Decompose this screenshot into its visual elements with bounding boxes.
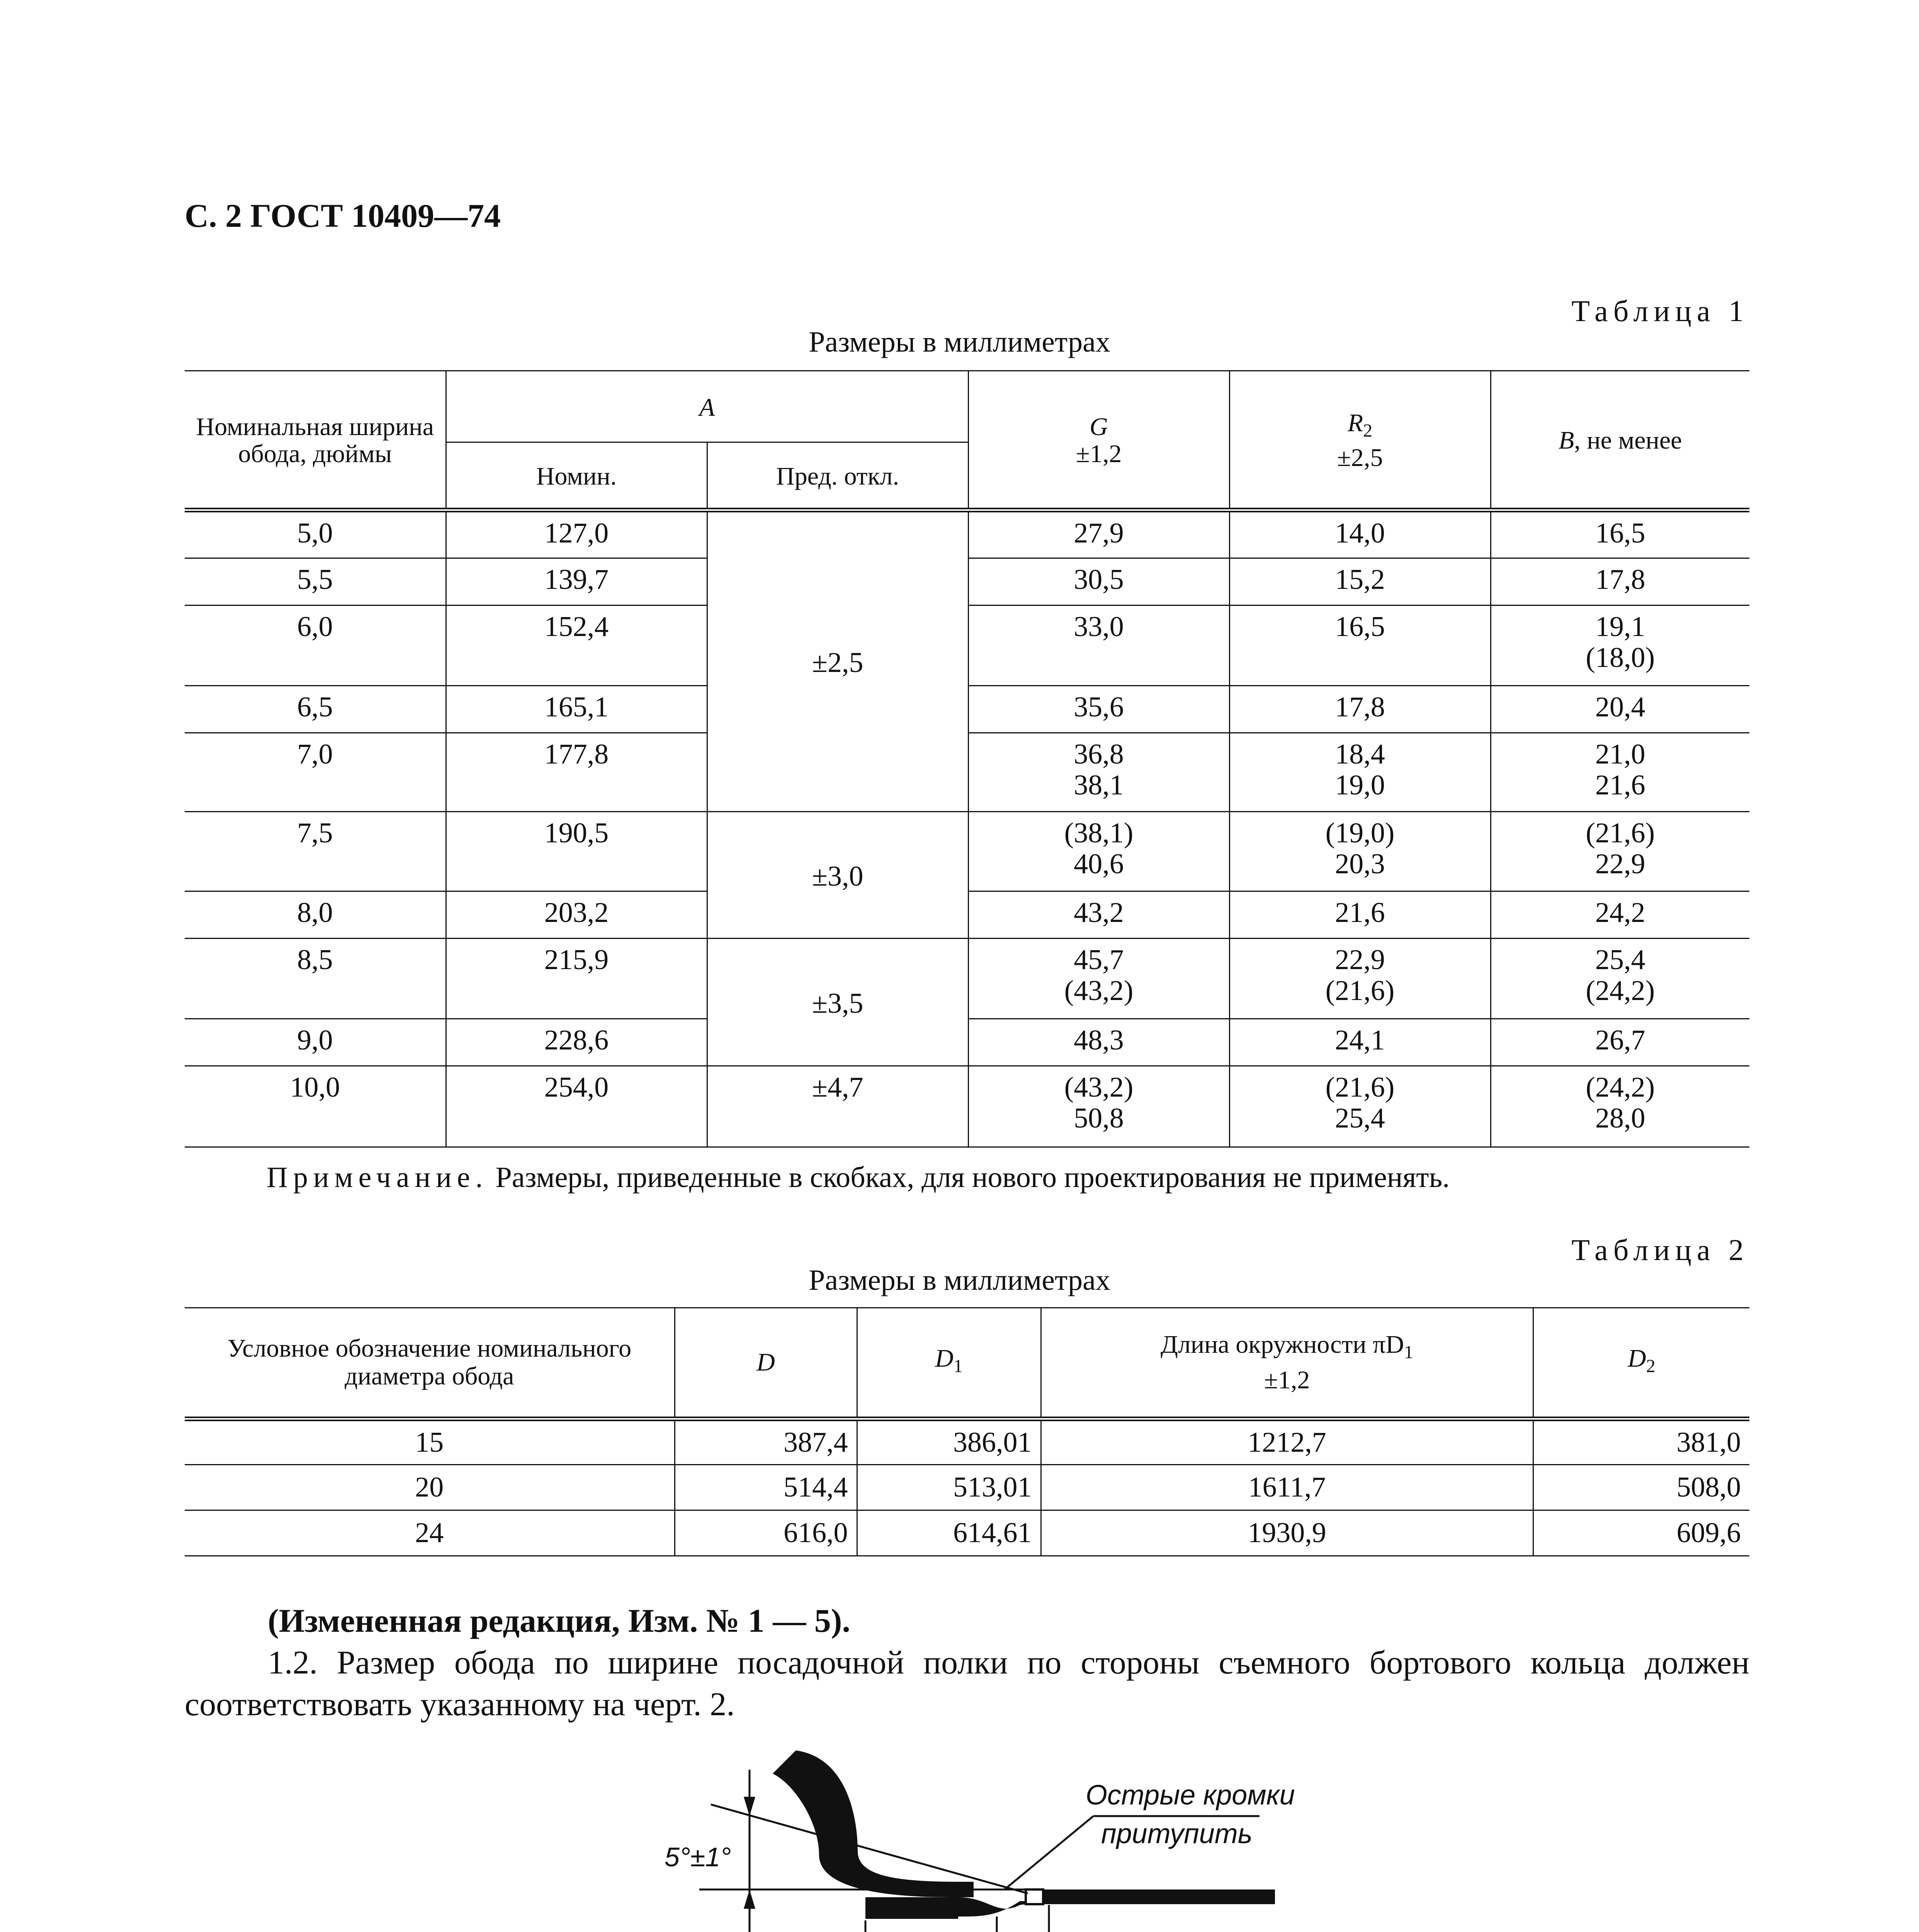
t1-head-a: A [446,371,968,442]
t2-head-circ: Длина окружности $\pi D_1$ ±1,2 [1041,1308,1533,1419]
t2-head-d1: $D_1$ [857,1308,1041,1419]
t1-head-b: B, не менее [1491,371,1749,510]
table-row: 6,5 165,1 35,6 17,8 20,4 [185,686,1749,733]
page-header: С. 2 ГОСТ 10409—74 [185,197,501,234]
table1-caption: Таблица 1 [1571,294,1749,328]
table-row: 7,5 190,5 ±3,0 (38,1) 40,6 (19,0) 20,3 (21,6) 22,9 [185,812,1749,891]
drawing-label-1: Острые кромки [1086,1780,1295,1811]
table1 [185,370,1749,1148]
t1-head-r2: $R_2$ ±2,5 [1229,371,1491,510]
table1-units: Размеры в миллиметрах [809,326,1110,358]
table-row: 10,0 254,0 ±4,7 (43,2) 50,8 (21,6) 25,4 (24,2) 28,0 [185,1066,1749,1147]
leader-line [1005,1816,1093,1889]
t2-head-d2: $D_2$ [1533,1308,1749,1419]
table-row: 15 387,4 386,01 1212,7 381,0 [185,1419,1749,1464]
table-row: 8,5 215,9 ±3,5 45,7 (43,2) 22,9 (21,6) 25,4 (24,2) [185,939,1749,1019]
table-row: 5,5 139,7 30,5 15,2 17,8 [185,558,1749,605]
angle-label: 5°±1° [665,1842,731,1872]
table2-caption: Таблица 2 [1571,1233,1749,1267]
table-row: 20 514,4 513,01 1611,7 508,0 [185,1464,1749,1510]
table2-units: Размеры в миллиметрах [809,1264,1110,1296]
table-row: 9,0 228,6 48,3 24,1 26,7 [185,1019,1749,1066]
table1-note: Примечание. Размеры, приведенные в скобках, для нового проектирования не применять. [267,1161,1450,1194]
t1-head-g: G ±1,2 [968,371,1229,510]
drawing-label-2: притупить [1101,1818,1253,1849]
t2-head-d: D [675,1308,857,1419]
t2-head-desig: Условное обозначение номинального диаметра обода [185,1308,675,1419]
table-row: 24 616,0 614,61 1930,9 609,6 [185,1510,1749,1556]
t1-head-a-tol: Пред. откл. [707,442,968,510]
edge-chamfer [1026,1889,1043,1904]
rim-base [1043,1889,1275,1904]
flange-profile [773,1750,974,1897]
table-row: 8,0 203,2 43,2 21,6 24,2 [185,891,1749,939]
table-row: 5,0 127,0 ±2,5 27,9 14,0 16,5 [185,510,1749,558]
table2 [185,1307,1749,1556]
table-row: 6,0 152,4 33,0 16,5 19,1 (18,0) [185,605,1749,686]
t1-head-a-nom: Номин. [446,442,707,510]
edition-note-1: (Измененная редакция, Изм. № 1 — 5). [268,1602,850,1639]
paragraph-1-2: 1.2. Размер обода по ширине посадочной полки по стороны съемного бортового кольца должен соответствовать указанному на черт. 2. [185,1644,1749,1723]
t1-head-width: Номинальная ширина обода, дюймы [185,371,446,510]
table-row: 7,0 177,8 36,8 38,1 18,4 19,0 21,0 21,6 [185,733,1749,812]
rim-profile-drawing [657,1735,1314,1932]
t1-tol-cell: ±2,5 [707,510,968,812]
